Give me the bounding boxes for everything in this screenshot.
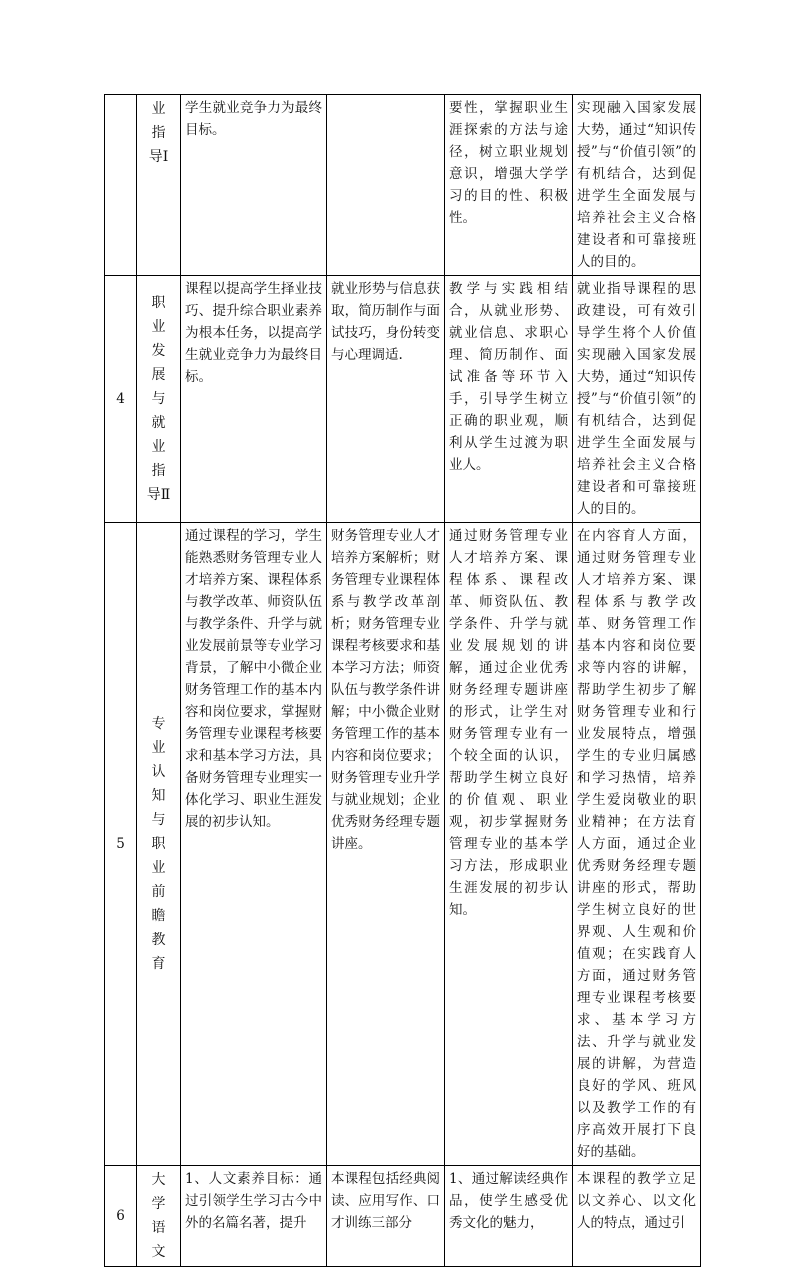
course-content: 财务管理专业人才培养方案解析；财务管理专业课程体系与教学改革剖析；财务管理专业课程考核要求和基本学习方法；师资队伍与教学条件讲解；中小微企业财务管理工作的基本内容和岗位要求；财务管理专业升学与就业规划；企业优秀财务经理专题讲座。	[327, 523, 445, 1166]
teaching-method: 教学与实践相结合，从就业形势、就业信息、求职心理、简历制作、面试准备等环节入手，引导学生树立正确的职业观，顺利从学生过渡为职业人。	[445, 276, 573, 523]
course-goal: 1、人文素养目标：通过引领学生学习古今中外的名篇名著，提升	[181, 1166, 327, 1267]
course-name: 大学语文	[137, 1166, 181, 1267]
teaching-method: 通过财务管理专业人才培养方案、课程体系、课程改革、师资队伍、教学条件、升学与就业发展规划的讲解，通过企业优秀财务经理专题讲座的形式，让学生对财务管理专业有一个较全面的认识，帮助学生树立良好的价值观、职业观，初步掌握财务管理专业的基本学习方法，形成职业生涯发展的初步认知。	[445, 523, 573, 1166]
course-name: 专业认知与职业前瞻教育	[137, 523, 181, 1166]
course-goal: 课程以提高学生择业技巧、提升综合职业素养为根本任务，以提高学生就业竞争力为最终目标。	[181, 276, 327, 523]
course-content: 就业形势与信息获取，简历制作与面试技巧，身份转变与心理调适.	[327, 276, 445, 523]
row-number	[105, 95, 137, 276]
teaching-method: 1、通过解读经典作品，使学生感受优秀文化的魅力，	[445, 1166, 573, 1267]
row-number: 4	[105, 276, 137, 523]
ideological-element: 本课程的教学立足以文养心、以文化人的特点，通过引	[573, 1166, 701, 1267]
course-content: 本课程包括经典阅读、应用写作、口才训练三部分	[327, 1166, 445, 1267]
table-row	[105, 1166, 701, 1267]
ideological-element: 在内容育人方面，通过财务管理专业人才培养方案、课程体系与教学改革、财务管理工作基本内容和岗位要求等内容的讲解，帮助学生初步了解财务管理专业和行业发展特点，增强学生的专业归属感和学习热情，培养学生爱岗敬业的职业精神；在方法育人方面，通过企业优秀财务经理专题讲座的形式，帮助学生树立良好的世界观、人生观和价值观；在实践育人方面，通过财务管理专业课程考核要求、基本学习方法、升学与就业发展的讲解，为营造良好的学风、班风以及教学工作的有序高效开展打下良好的基础。	[573, 523, 701, 1166]
course-name: 职业发展与就业指导Ⅱ	[137, 276, 181, 523]
course-name: 业指导Ⅰ	[137, 95, 181, 276]
table-row	[105, 276, 701, 523]
row-number: 5	[105, 523, 137, 1166]
course-goal: 通过课程的学习，学生能熟悉财务管理专业人才培养方案、课程体系与教学改革、师资队伍与教学条件、升学与就业发展前景等专业学习背景，了解中小微企业财务管理工作的基本内容和岗位要求，掌握财务管理专业课程考核要求和基本学习方法，具备财务管理专业理实一体化学习、职业生涯发展的初步认知。	[181, 523, 327, 1166]
table-row	[105, 95, 701, 276]
teaching-method: 要性，掌握职业生涯探索的方法与途径，树立职业规划意识，增强大学学习的目的性、积极性。	[445, 95, 573, 276]
course-content	[327, 95, 445, 276]
course-goal: 学生就业竞争力为最终目标。	[181, 95, 327, 276]
row-number: 6	[105, 1166, 137, 1267]
ideological-element: 就业指导课程的思政建设，可有效引导学生将个人价值实现融入国家发展大势，通过“知识传授”与“价值引领”的有机结合，达到促进学生全面发展与培养社会主义合格建设者和可靠接班人的目的。	[573, 276, 701, 523]
course-table	[104, 94, 701, 1267]
ideological-element: 实现融入国家发展大势，通过“知识传授”与“价值引领”的有机结合，达到促进学生全面发展与培养社会主义合格建设者和可靠接班人的目的。	[573, 95, 701, 276]
table-row	[105, 523, 701, 1166]
